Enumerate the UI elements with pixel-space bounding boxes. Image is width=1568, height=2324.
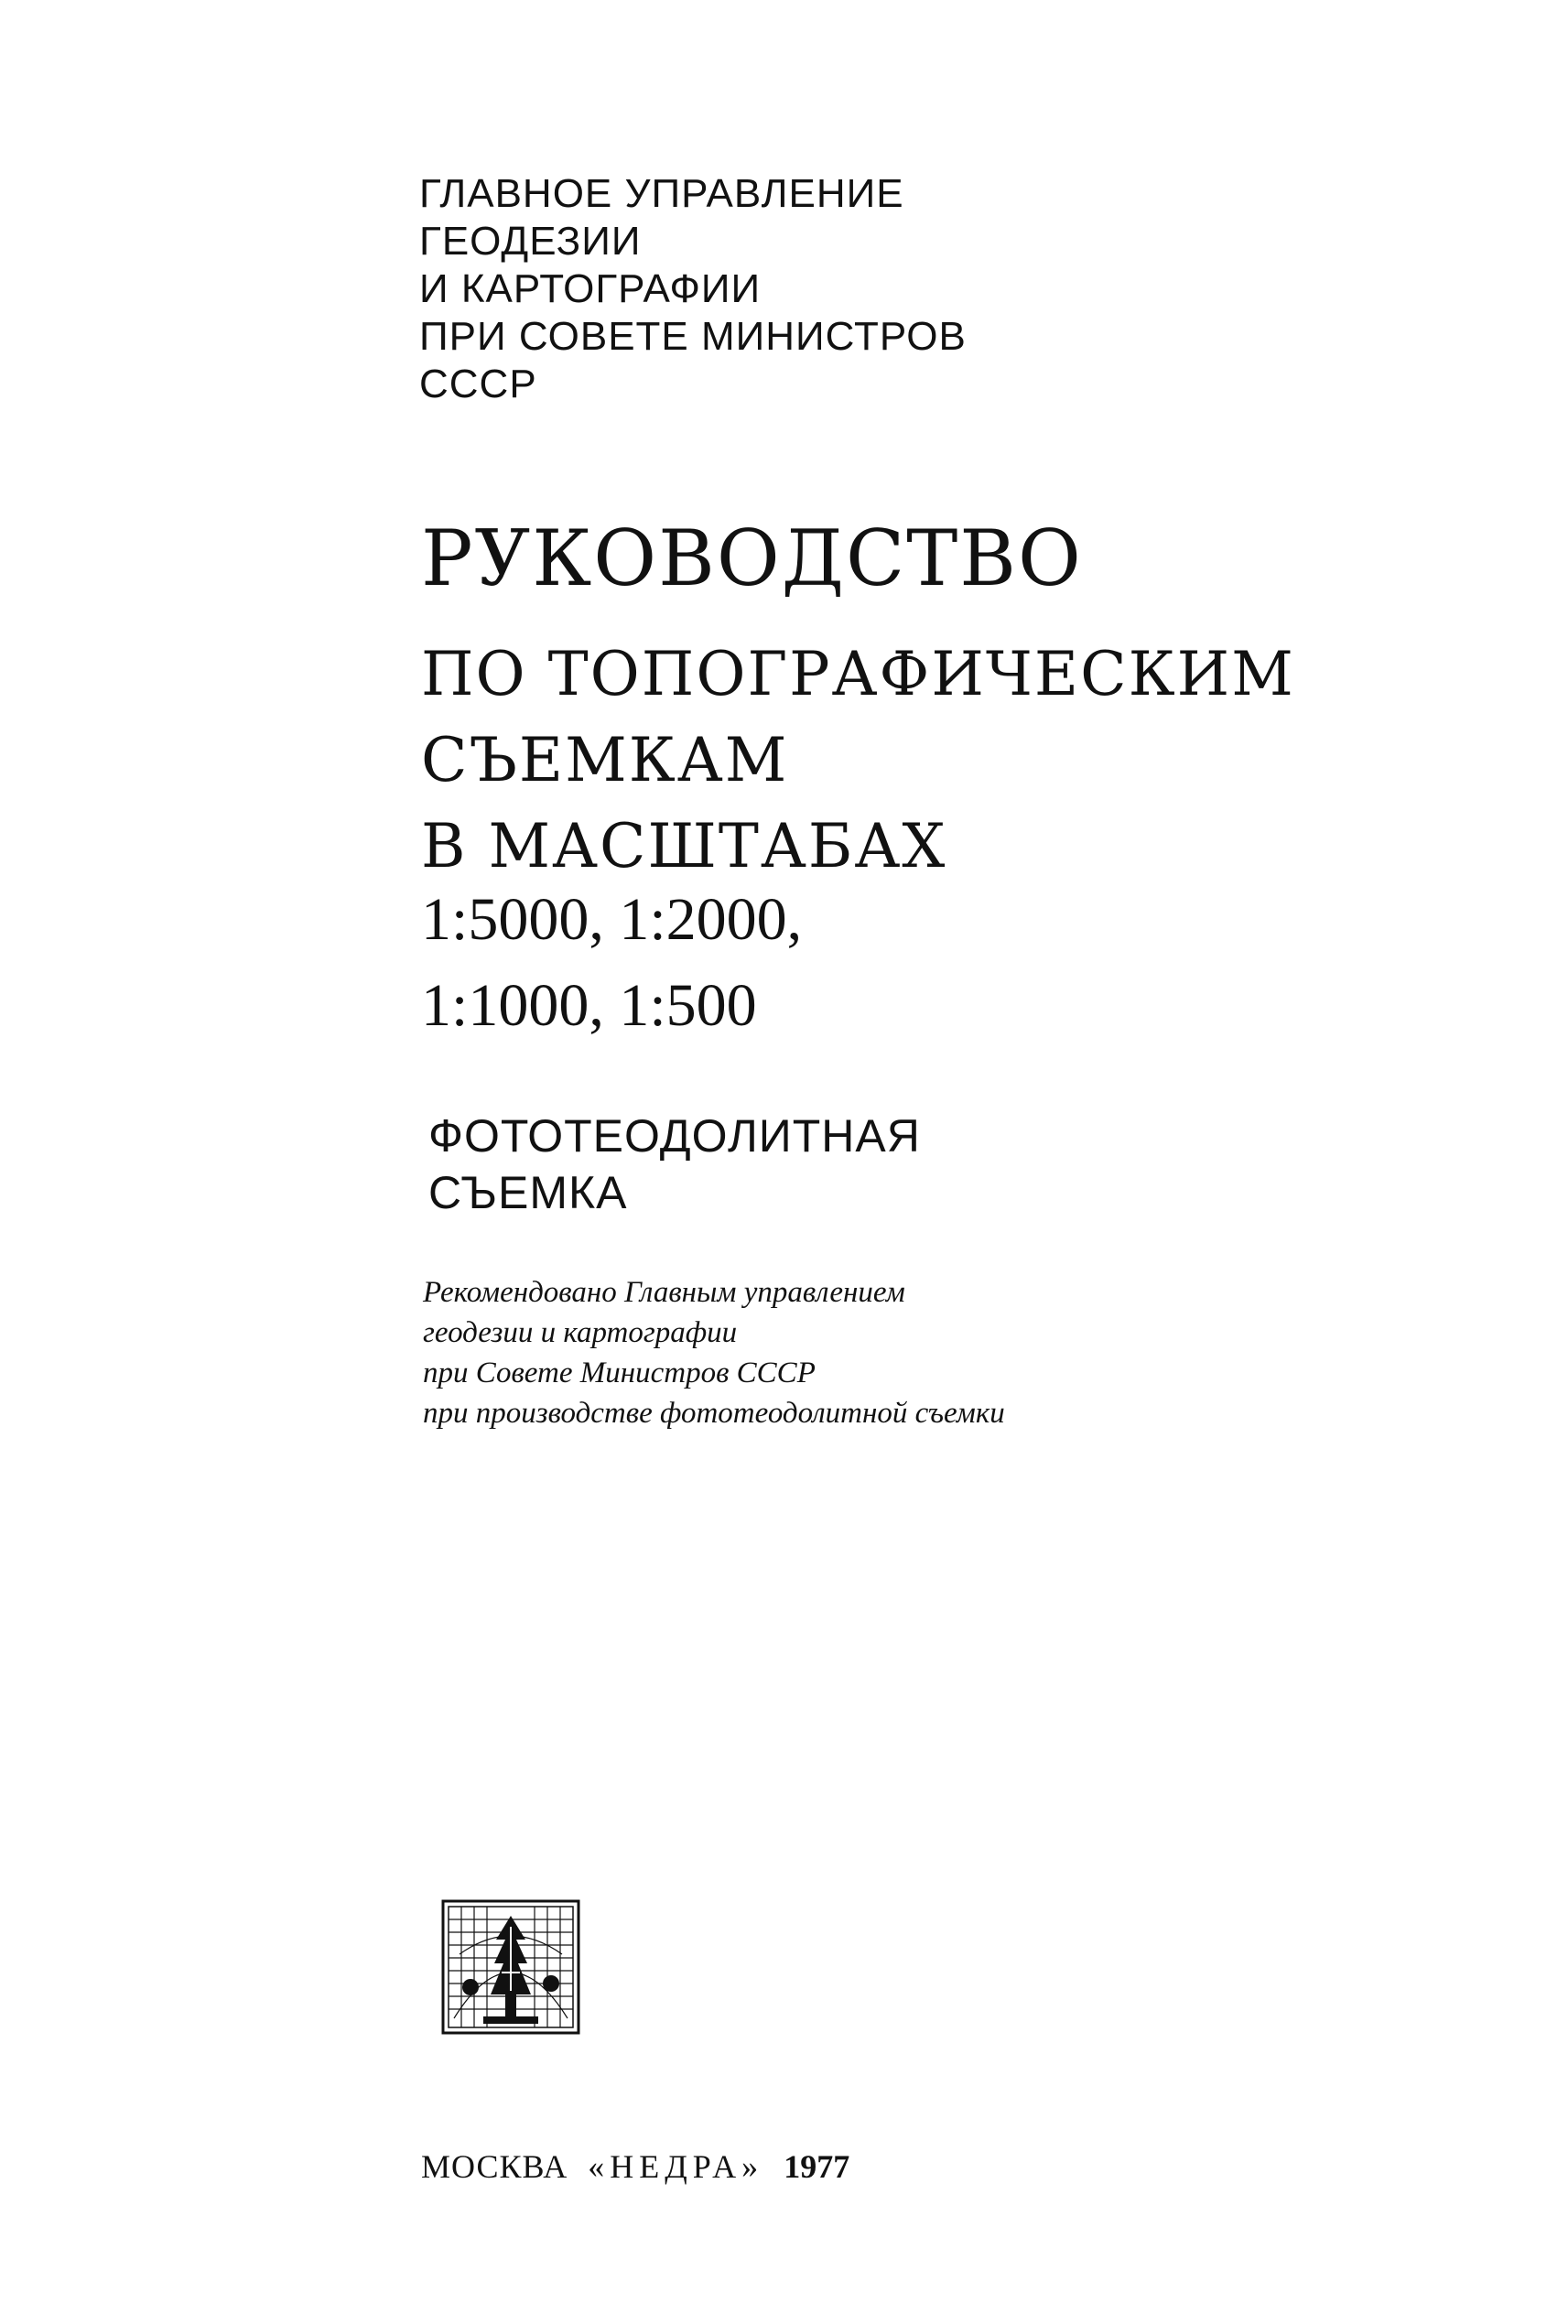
organization-line: ПРИ СОВЕТЕ МИНИСТРОВ <box>419 314 967 359</box>
recommendation-note <box>423 1272 1005 1433</box>
nedra-publisher-emblem-icon <box>441 1899 580 2035</box>
recommendation-line: при Совете Министров СССР <box>423 1357 816 1389</box>
recommendation-line: геодезии и картографии <box>423 1316 738 1349</box>
section-title-line: СЪЕМКА <box>428 1167 628 1218</box>
imprint <box>421 2146 849 2187</box>
organization-line: СССР <box>419 362 537 406</box>
organization-line: ГЛАВНОЕ УПРАВЛЕНИЕ <box>419 171 904 216</box>
organization-line: И КАРТОГРАФИИ <box>419 266 762 311</box>
section-title <box>428 1108 921 1221</box>
subtitle-line: В МАСШТАБАХ <box>421 811 947 881</box>
imprint-year: 1977 <box>784 2148 850 2185</box>
recommendation-line: при производстве фототеодолитной съемки <box>423 1397 1005 1430</box>
organization-line: ГЕОДЕЗИИ <box>419 219 642 264</box>
imprint-city: МОСКВА <box>421 2148 568 2185</box>
organization-block <box>419 170 967 408</box>
document-title: РУКОВОДСТВО <box>421 513 1083 603</box>
subtitle-line: ПО ТОПОГРАФИЧЕСКИМ <box>421 639 1295 709</box>
document-subtitle <box>421 632 1295 890</box>
recommendation-line: Рекомендовано Главным управлением <box>423 1276 905 1309</box>
subtitle-line: СЪЕМКАМ <box>421 725 789 795</box>
scales-line: 1:5000, 1:2000, <box>421 886 803 953</box>
scales-line: 1:1000, 1:500 <box>421 972 757 1039</box>
section-title-line: ФОТОТЕОДОЛИТНАЯ <box>428 1110 921 1162</box>
scales-block <box>421 877 802 1049</box>
imprint-publisher: «НЕДРА» <box>588 2148 764 2185</box>
